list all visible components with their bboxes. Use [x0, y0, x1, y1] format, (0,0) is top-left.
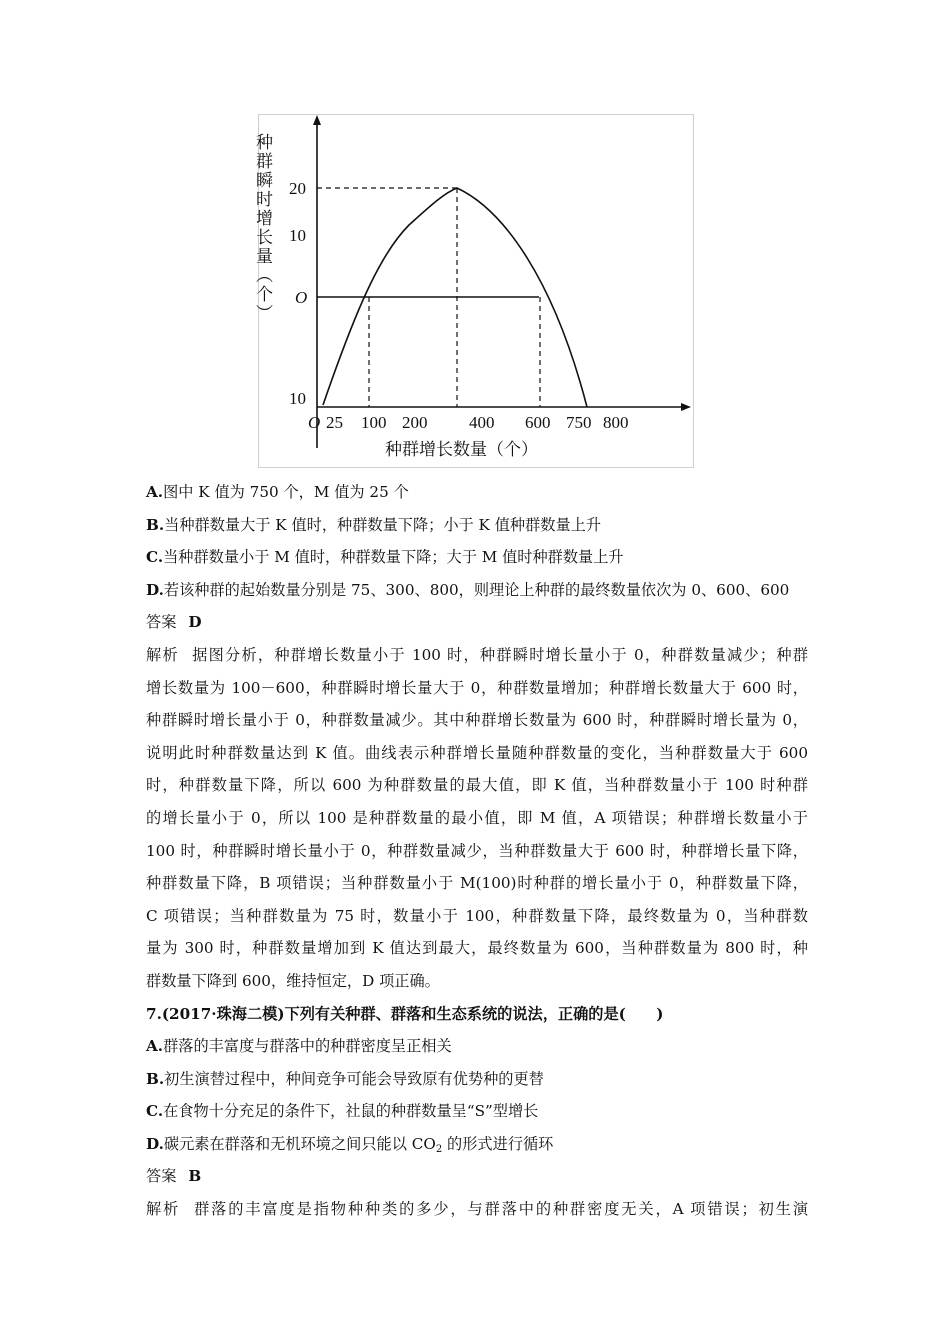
- y-tick-label: O: [295, 288, 308, 307]
- y-tick-label: 10: [289, 226, 306, 245]
- q6-option-b: B.当种群数量大于 K 值时，种群数量下降；小于 K 值种群数量上升: [146, 515, 602, 534]
- q6-analysis-line: 100 时，种群瞬时增长量小于 0，种群数量减少，当种群数量大于 600 时，种群增长量下降，: [146, 841, 808, 860]
- q6-analysis-line: 量为 300 时，种群数量增加到 K 值达到最大，最终数量为 600，当种群数量为 800 时，种: [146, 939, 808, 958]
- q7-answer: 答案 B: [146, 1167, 202, 1186]
- x-tick-label: 100: [361, 413, 387, 432]
- q7-option-b: B.初生演替过程中，种间竞争可能会导致原有优势种的更替: [146, 1069, 544, 1088]
- q6-analysis-line: 群数量下降到 600，维持恒定，D 项正确。: [146, 971, 440, 990]
- x-tick-label: 750: [566, 413, 592, 432]
- question-text: [146, 476, 808, 1226]
- q6-analysis-line: 种群数量下降，B 项错误；当种群数量小于 M(100)时种群的增长量小于 0，种群数量下降，: [146, 874, 808, 893]
- x-tick-label: O: [308, 413, 321, 432]
- y-tick-label: 20: [289, 179, 306, 198]
- q6-analysis-line: 种群瞬时增长量小于 0，种群数量减少。其中种群增长数量为 600 时，种群瞬时增长量为 0，: [146, 711, 808, 730]
- x-tick-label: 200: [402, 413, 428, 432]
- q6-analysis-line: 说明此时种群数量达到 K 值。曲线表示种群增长量随种群数量的变化，当种群数量大于 600: [146, 743, 808, 762]
- growth-chart: [252, 115, 693, 467]
- q6-analysis-line: 时，种群数量下降，所以 600 为种群数量的最大值，即 K 值，当种群数量小于 100 时种群: [146, 776, 808, 795]
- q6-analysis-line: 解析 据图分析，种群增长数量小于 100 时，种群瞬时增长量小于 0，种群数量减少；种群: [146, 645, 809, 664]
- q7-stem: 7.(2017·珠海二模)下列有关种群、群落和生态系统的说法，正确的是( ): [146, 1004, 664, 1023]
- q6-answer: 答案 D: [146, 613, 202, 632]
- x-axis-title: 种群增长数量（个）: [385, 440, 538, 460]
- x-axis-arrow: [681, 403, 691, 411]
- y-axis-arrow: [313, 115, 321, 125]
- q6-option-c: C.当种群数量小于 M 值时，种群数量下降；大于 M 值时种群数量上升: [146, 548, 624, 567]
- x-tick-label: 400: [469, 413, 495, 432]
- x-tick-label: 25: [326, 413, 343, 432]
- growth-chart-figure: [252, 114, 694, 468]
- x-tick-label: 800: [603, 413, 629, 432]
- y-axis-title: 种群瞬时增长量（个）: [252, 133, 272, 323]
- q7-analysis-line: 解析 群落的丰富度是指物种种类的多少，与群落中的种群密度无关，A 项错误；初生演: [146, 1200, 809, 1219]
- q6-analysis-line: 的增长量小于 0，所以 100 是种群数量的最小值，即 M 值，A 项错误；种群增长数量小于: [146, 808, 808, 827]
- q6-analysis-line: C 项错误；当种群数量为 75 时，数量小于 100，种群数量下降，最终数量为 0，当种群数: [146, 906, 808, 925]
- q6-option-a: A.图中 K 值为 750 个，M 值为 25 个: [146, 483, 409, 501]
- y-tick-label: 10: [289, 389, 306, 408]
- q7-option-a: A.群落的丰富度与群落中的种群密度呈正相关: [146, 1037, 452, 1056]
- q7-option-d: D.碳元素在群落和无机环境之间只能以 $CO_2$ 的形式进行循环: [146, 1134, 554, 1155]
- q7-option-c: C.在食物十分充足的条件下，社鼠的种群数量呈“S”型增长: [146, 1102, 539, 1121]
- q6-analysis-line: 增长数量为 100－600，种群瞬时增长量大于 0，种群数量增加；种群增长数量大于 600 时，: [146, 678, 808, 697]
- q6-option-d: D.若该种群的起始数量分别是 75、300、800，则理论上种群的最终数量依次为 0、600、600: [146, 580, 790, 599]
- x-tick-label: 600: [525, 413, 551, 432]
